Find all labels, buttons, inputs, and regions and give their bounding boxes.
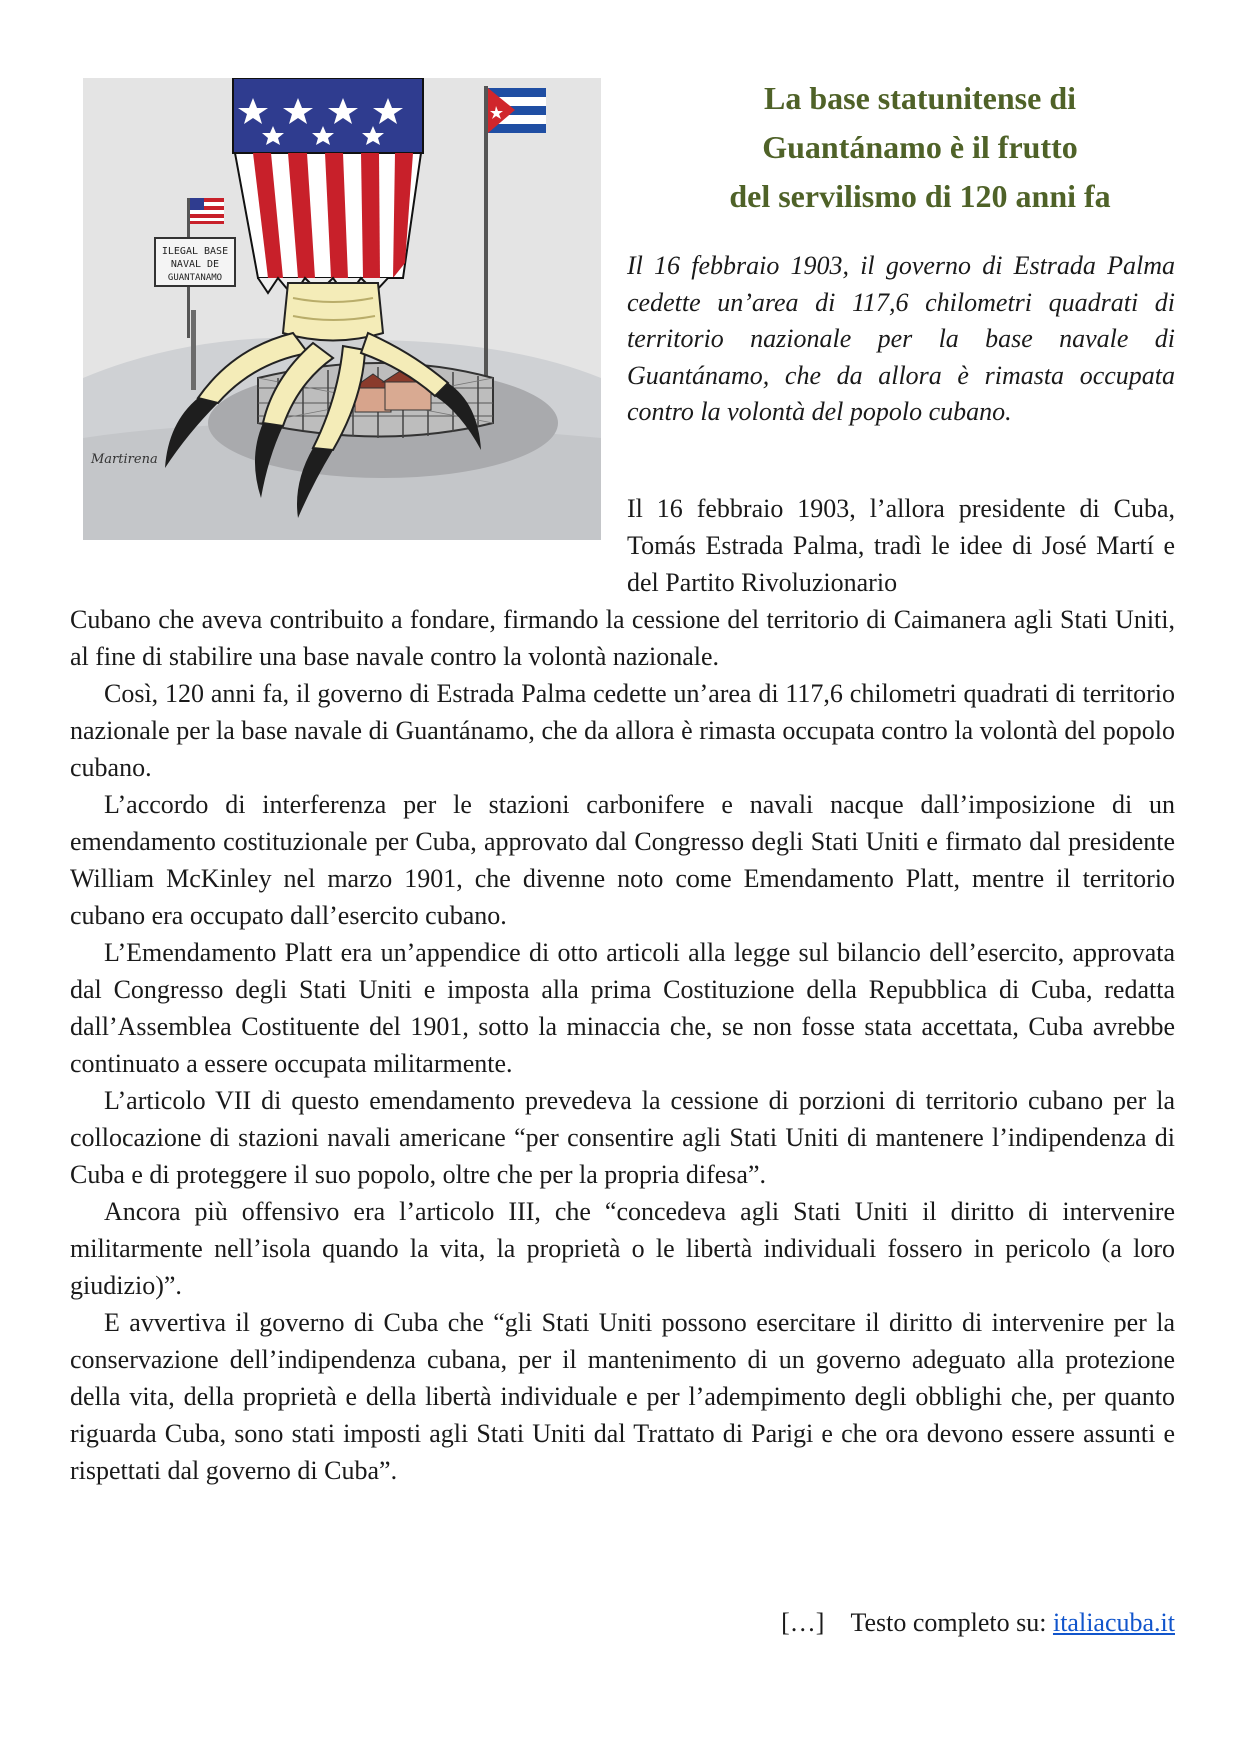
article-lead: Il 16 febbraio 1903, il governo di Estrada Palma cedette un’area di 117,6 chilometri quadrati di territorio nazionale per la base navale di Guantánamo, che da allora è rimasta occupata contro la volontà del popolo cubano. — [627, 251, 1175, 426]
article-title — [640, 74, 1200, 221]
body-paragraph: Ancora più offensivo era l’articolo III, che “concedeva agli Stati Uniti il diritto di intervenire militarmente nell’isola quando la vita, la proprietà o le libertà individuali fossero in pericolo (a loro giudizio)”. — [70, 1197, 1175, 1300]
body-paragraph: E avvertiva il governo di Cuba che “gli Stati Uniti possono esercitare il diritto di intervenire per la conservazione dell’indipendenza cubana, per il mantenimento di un governo adeguato alla protezione della vita, della proprietà e della libertà individuale e per l’adempimento degli obblighi che, per quanto riguarda Cuba, sono stati imposti agli Stati Uniti dal Trattato di Parigi e che ora devono essere assunti e rispettati dal governo di Cuba”. — [70, 1308, 1175, 1485]
cartoon-svg — [83, 78, 601, 540]
sign-line-2: NAVAL DE — [170, 259, 220, 270]
article-body — [70, 601, 1175, 1489]
title-line-3: del servilismo di 120 anni fa — [729, 178, 1111, 214]
sign-line-3: GUANTANAMO — [167, 273, 223, 283]
ellipsis: […] — [781, 1608, 825, 1637]
sign-line-1: ILEGAL BASE — [161, 246, 229, 257]
body-paragraph-1-end: Cubano che aveva contribuito a fondare, firmando la cessione del territorio di Caimanera agli Stati Uniti, al fine di stabilire una base navale contro la volontà nazionale. — [70, 605, 1175, 671]
body-paragraph: L’articolo VII di questo emendamento prevedeva la cessione di porzioni di territorio cubano per la collocazione di stazioni navali americane “per consentire agli Stati Uniti di mantenere l’indipendenza di Cuba e di proteggere il suo popolo, oltre che per la propria difesa”. — [70, 1086, 1175, 1189]
body-paragraph: Così, 120 anni fa, il governo di Estrada Palma cedette un’area di 117,6 chilometri quadrati di territorio nazionale per la base navale di Guantánamo, che da allora è rimasta occupata contro la volontà del popolo cubano. — [70, 679, 1175, 782]
cartoon-illustration — [83, 78, 601, 540]
body-paragraph-1-start: Il 16 febbraio 1903, l’allora presidente di Cuba, Tomás Estrada Palma, tradì le idee di José Martí e del Partito Rivoluzionario — [627, 494, 1175, 597]
title-line-1: La base statunitense di — [763, 80, 1077, 116]
footer-text: Testo completo su: — [850, 1608, 1047, 1637]
uncle-sam-leg-icon — [233, 78, 423, 297]
source-footer — [781, 1604, 1175, 1641]
source-link[interactable]: italiacuba.it — [1052, 1608, 1175, 1637]
body-paragraph: L’Emendamento Platt era un’appendice di otto articoli alla legge sul bilancio dell’esercito, approvata dal Congresso degli Stati Uniti e imposta alla prima Costituzione della Repubblica di Cuba, redatta dall’Assemblea Costituente del 1901, sotto la minaccia che, se non fosse stata accettata, Cuba avrebbe continuato a essere occupata militarmente. — [70, 938, 1175, 1078]
body-paragraph: L’accordo di interferenza per le stazioni carbonifere e navali nacque dall’imposizione di un emendamento costituzionale per Cuba, approvato dal Congresso degli Stati Uniti e firmato dal presidente William McKinley nel marzo 1901, che divenne noto come Emendamento Platt, mentre il territorio cubano era occupato dall’esercito cubano. — [70, 790, 1175, 930]
title-line-2: Guantánamo è il frutto — [762, 129, 1078, 165]
artist-signature: Martirena — [91, 452, 158, 467]
